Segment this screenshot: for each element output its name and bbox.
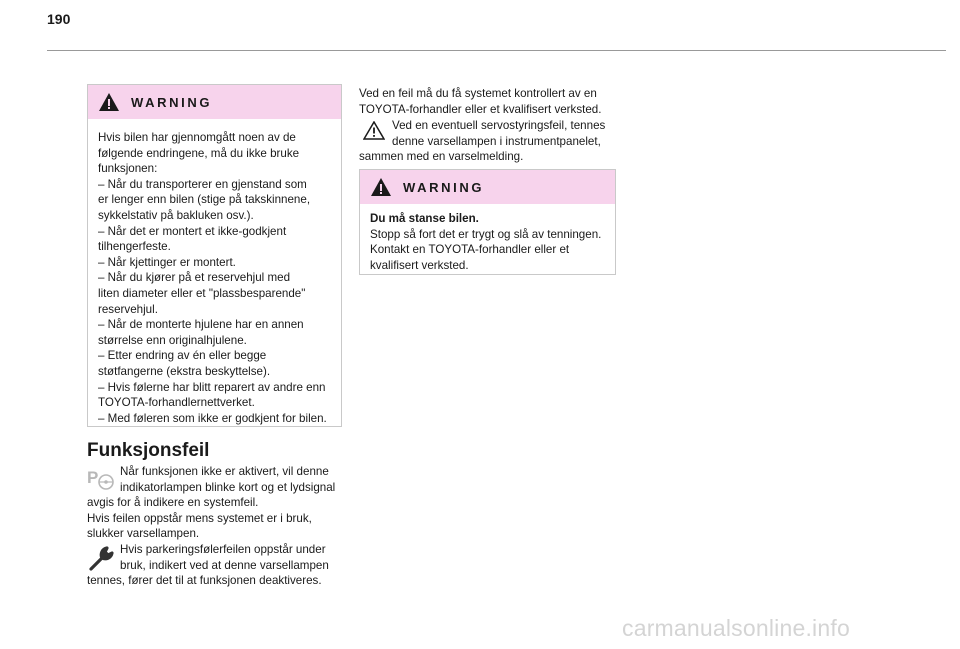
warning-line: – Etter endring av én eller begge <box>98 349 267 363</box>
text-line: avgis for å indikere en systemfeil. <box>87 496 259 510</box>
page-number: 190 <box>47 11 71 27</box>
text-line: sammen med en varselmelding. <box>359 150 524 164</box>
warning-line: Kontakt en TOYOTA-forhandler eller et <box>370 243 570 257</box>
warning-line: TOYOTA-forhandlernettverket. <box>98 396 255 410</box>
warning-line: tilhengerfeste. <box>98 240 171 254</box>
warning-line: størrelse enn originalhjulene. <box>98 333 247 347</box>
warning-triangle-icon <box>370 177 392 197</box>
text-line: Når funksjonen ikke er aktivert, vil denne <box>120 465 329 478</box>
malfunction-paragraph <box>87 464 347 542</box>
warning-title: WARNING <box>131 94 213 110</box>
text-line: bruk, indikert ved at denne varsellampen <box>120 558 329 572</box>
warning-line: funksjonen: <box>98 162 158 176</box>
text-line: Ved en feil må du få systemet kontrollert av en <box>359 87 597 100</box>
warning-body <box>360 204 615 273</box>
warning-box-stop <box>359 169 616 275</box>
warning-line: Stopp så fort det er trygt og slå av tenningen. <box>370 227 602 241</box>
warning-line: støtfangerne (ekstra beskyttelse). <box>98 364 271 378</box>
warning-title: WARNING <box>403 179 485 195</box>
warning-line: er lenger enn bilen (stige på takskinnene, <box>98 193 311 207</box>
fault-check-paragraph <box>359 86 629 117</box>
section-title: Funksjonsfeil <box>87 440 210 461</box>
warning-line: liten diameter eller et "plassbesparende" <box>98 286 306 300</box>
warning-line: – Når kjettinger er montert. <box>98 255 236 269</box>
steering-fault-paragraph <box>359 118 629 165</box>
text-line: Ved en eventuell servostyringsfeil, tennes <box>392 119 606 132</box>
watermark: carmanualsonline.info <box>622 615 850 641</box>
warning-line: reservehjul. <box>98 302 158 316</box>
warning-body <box>88 119 341 426</box>
warning-line: kvalifisert verksted. <box>370 258 469 272</box>
text-line: Hvis feilen oppstår mens systemet er i bruk, <box>87 511 312 525</box>
text-line: tennes, fører det til at funksjonen deaktiveres. <box>87 574 322 588</box>
warning-box-modifications <box>87 84 342 427</box>
warning-line: følgende endringene, må du ikke bruke <box>98 146 300 160</box>
warning-header <box>88 85 341 119</box>
warning-line: – Når de monterte hjulene har en annen <box>98 318 304 332</box>
warning-bold-line: Du må stanse bilen. <box>370 212 479 225</box>
warning-line: – Når du kjører på et reservehjul med <box>98 271 291 285</box>
warning-line: Hvis bilen har gjennomgått noen av de <box>98 131 296 144</box>
warning-triangle-icon <box>98 92 120 112</box>
text-line: Hvis parkeringsfølerfeilen oppstår under <box>120 543 326 556</box>
text-line: indikatorlampen blinke kort og et lydsignal <box>120 480 336 494</box>
header-divider <box>47 50 946 51</box>
text-line: slukker varsellampen. <box>87 527 200 541</box>
warning-line: – Når det er montert et ikke-godkjent <box>98 224 287 238</box>
warning-line: – Når du transporterer en gjenstand som <box>98 177 307 191</box>
text-line: denne varsellampen i instrumentpanelet, <box>392 134 601 148</box>
warning-line: sykkelstativ på bakluken osv.). <box>98 208 254 222</box>
sensor-fault-paragraph <box>87 542 347 589</box>
svg-text:P: P <box>87 468 99 487</box>
warning-line: – Med føleren som ikke er godkjent for bilen. <box>98 411 327 425</box>
warning-line: – Hvis følerne har blitt reparert av andre enn <box>98 380 326 394</box>
warning-header <box>360 170 615 204</box>
text-line: TOYOTA-forhandler eller et kvalifisert verksted. <box>359 102 602 116</box>
